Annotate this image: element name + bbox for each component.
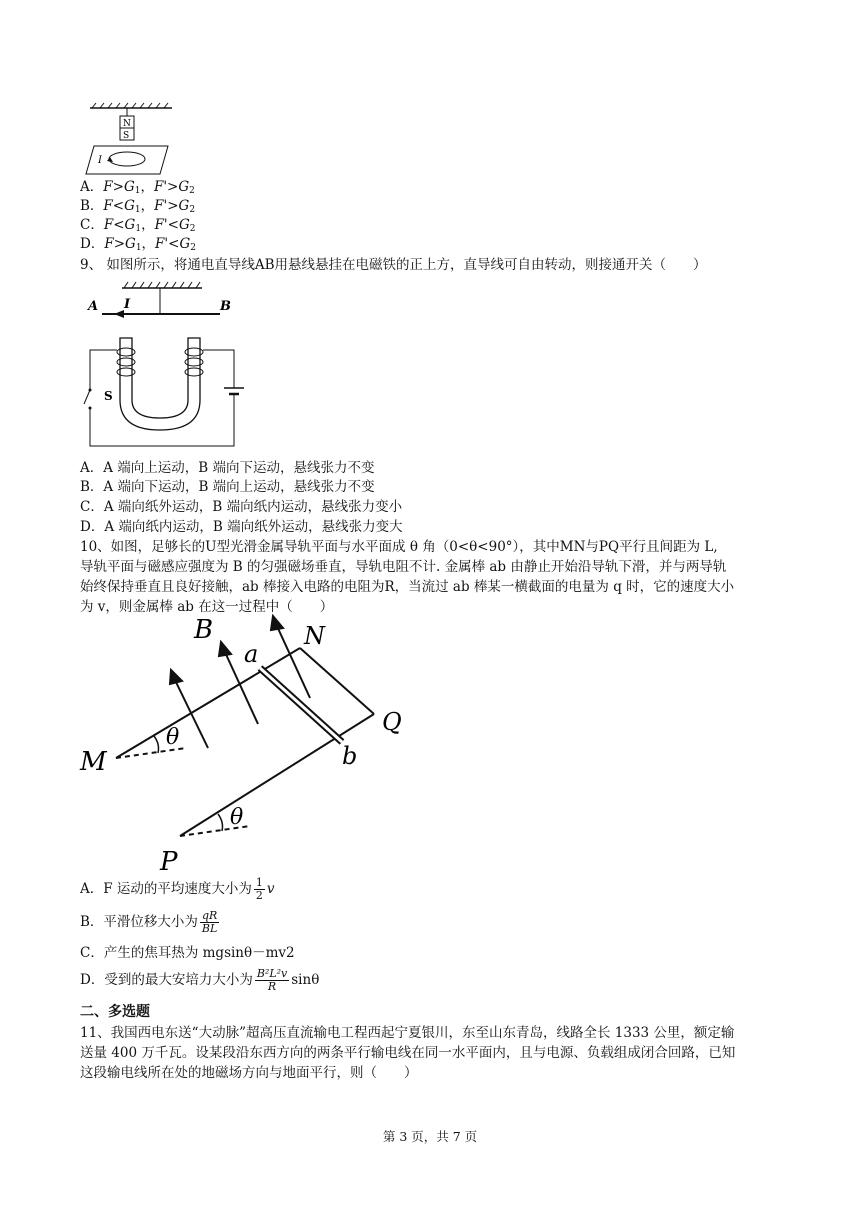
q11-stem-line-3: 这段输电线所在处的地磁场方向与地面平行，则（ ） xyxy=(80,1065,418,1081)
figure-inclined-rails xyxy=(78,612,418,874)
q10-stem-line-4: 为 v，则金属棒 ab 在这一过程中（ ） xyxy=(80,599,334,615)
fig9-label-a: A xyxy=(88,299,99,314)
q10-option-b[interactable]: B．平滑位移大小为 $\frac{qR}{BL}$ xyxy=(80,909,218,935)
page-footer: 第 3 页，共 7 页 xyxy=(382,1129,478,1144)
q10-stem-line-2: 导轨平面与磁感应强度为 B 的匀强磁场垂直，导轨电阻不计. 金属棒 ab 由静止开始沿导轨下滑，并与两导轨 xyxy=(80,559,727,575)
fig8-label-n: N xyxy=(123,119,131,129)
fig10-label-p: P xyxy=(160,847,178,874)
q8-option-c[interactable]: C．$F<G_1$，$F'<G_2$ xyxy=(80,217,196,234)
figure-magnet-loop xyxy=(80,100,180,178)
q8-option-d[interactable]: D．$F>G_1$，$F'<G_2$ xyxy=(80,236,196,253)
fig10-label-b-end: b xyxy=(342,742,358,770)
q11-stem-line-2: 送量 400 万千瓦。设某段沿东西方向的两条平行输电线在同一水平面内，且与电源、负载组成闭合回路，已知 xyxy=(80,1045,736,1061)
q9-stem: 9、 如图所示，将通电直导线AB用悬线悬挂在电磁铁的正上方，直导线可自由转动，则接通开关（ ） xyxy=(80,257,707,273)
fraction-half: $\frac{1}{2}$ xyxy=(255,876,263,902)
fig8-label-i: I xyxy=(98,155,102,166)
q10-stem-line-3: 始终保持垂直且良好接触，ab 棒接入电路的电阻为R，当流过 ab 棒某一横截面的电量为 q 时，它的速度大小 xyxy=(80,579,735,595)
fraction-ampere-force: $\frac{\text{B²L²v}}{R}$ xyxy=(256,967,288,993)
fig10-label-theta-2: θ xyxy=(230,805,244,830)
fig9-label-i: I xyxy=(124,297,131,312)
q8-option-b[interactable]: B．$F<G_1$，$F'>G_2$ xyxy=(80,198,196,215)
q9-option-c[interactable]: C．A 端向纸外运动，B 端向纸内运动，悬线张力变小 xyxy=(80,499,403,515)
fig10-label-q: Q xyxy=(382,708,402,736)
q8-option-a[interactable]: A．$F>G_1$，$F'>G_2$ xyxy=(80,179,195,196)
fig10-label-theta-1: θ xyxy=(166,725,180,750)
fig10-label-b-field: B xyxy=(194,615,214,645)
q9-option-b[interactable]: B．A 端向下运动，B 端向上运动，悬线张力不变 xyxy=(80,479,375,495)
section-heading-multiple-choice: 二、多选题 xyxy=(80,1004,150,1020)
q10-option-d[interactable]: D．受到的最大安培力大小为 $\frac{\text{B²L²v}}{R}$ sinθ xyxy=(80,967,320,993)
fraction-qr-bl: $\frac{qR}{BL}$ xyxy=(201,909,218,935)
q11-stem-line-1: 11、我国西电东送“大动脉”超高压直流输电工程西起宁夏银川，东至山东青岛，线路全长 1333 公里，额定输 xyxy=(80,1025,735,1041)
fig9-label-b: B xyxy=(220,299,231,314)
fig9-label-s: S xyxy=(104,389,113,403)
q9-option-d[interactable]: D．A 端向纸内运动，B 端向纸外运动，悬线张力变大 xyxy=(80,519,403,535)
fig10-label-m: M xyxy=(80,747,107,777)
q10-option-a[interactable]: A．F 运动的平均速度大小为 $\frac{1}{2}$ v xyxy=(80,876,275,902)
fig10-label-a: a xyxy=(244,640,259,668)
q10-stem-line-1: 10、如图，足够长的U型光滑金属导轨平面与水平面成 θ 角（0<θ<90°），其中MN与PQ平行且间距为 L, xyxy=(80,539,718,555)
fig8-label-s: S xyxy=(123,131,130,141)
fig10-label-n: N xyxy=(304,622,325,650)
q10-option-c[interactable]: C．产生的焦耳热为 mgsinθ－mv2 xyxy=(80,945,295,961)
figure-wire-electromagnet xyxy=(80,280,250,450)
q9-option-a[interactable]: A．A 端向上运动，B 端向下运动，悬线张力不变 xyxy=(80,460,375,476)
